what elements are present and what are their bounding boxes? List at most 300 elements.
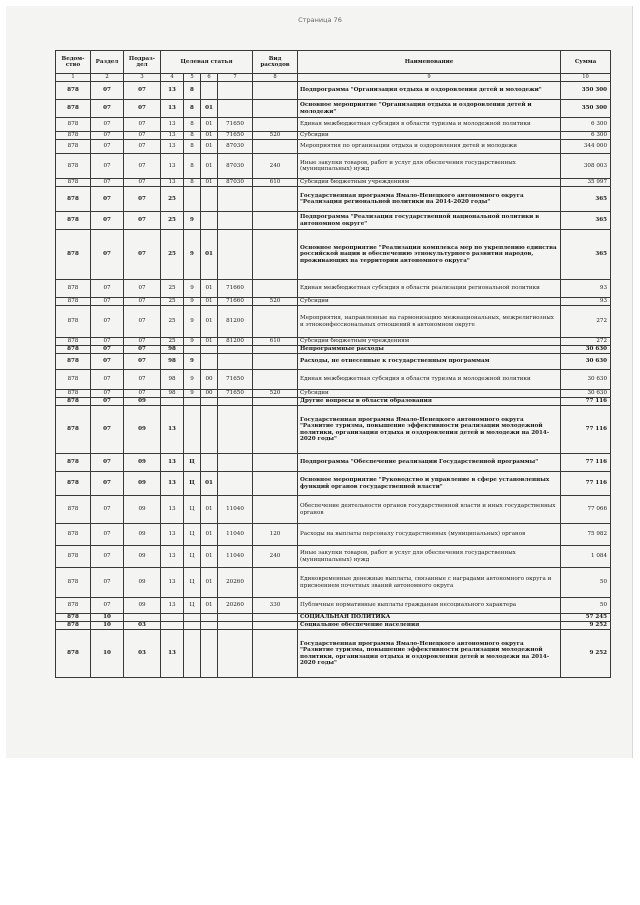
cell-program xyxy=(161,622,184,630)
cell-direction xyxy=(218,630,253,678)
cell-amount: 50 xyxy=(561,568,611,598)
cell-expense-type xyxy=(253,280,298,298)
cell-event: 01 xyxy=(201,140,218,154)
column-number: 1 xyxy=(56,74,91,82)
cell-name: Мероприятия, направленные на гармонизацию межнациональных, межрелигиозных и этноконфессиональных отношений в автономном округе xyxy=(298,306,561,338)
cell-amount: 30 630 xyxy=(561,346,611,354)
cell-vedomstvo: 878 xyxy=(56,187,91,212)
cell-name: Основное мероприятие "Реализация комплекса мер по укреплению единства российской нации и обеспечению этнокультурного развития народов, проживающих на территории автономного округа" xyxy=(298,230,561,280)
cell-expense-type xyxy=(253,622,298,630)
cell-amount: 9 252 xyxy=(561,630,611,678)
cell-direction: 11040 xyxy=(218,524,253,546)
table-row xyxy=(56,406,611,454)
cell-subprogram xyxy=(184,187,201,212)
cell-event: 01 xyxy=(201,568,218,598)
cell-event: 01 xyxy=(201,100,218,118)
cell-event: 01 xyxy=(201,338,218,346)
cell-program: 13 xyxy=(161,496,184,524)
cell-event: 01 xyxy=(201,524,218,546)
cell-vedomstvo: 878 xyxy=(56,230,91,280)
column-number: 2 xyxy=(91,74,124,82)
cell-program: 13 xyxy=(161,118,184,132)
cell-vedomstvo: 878 xyxy=(56,622,91,630)
cell-name: Другие вопросы в области образования xyxy=(298,398,561,406)
cell-amount: 344 000 xyxy=(561,140,611,154)
cell-podrazdel: 09 xyxy=(124,568,161,598)
cell-expense-type xyxy=(253,614,298,622)
header-vedomstvo: Ведом-ство xyxy=(56,51,91,74)
table-row xyxy=(56,306,611,338)
cell-direction: 81200 xyxy=(218,338,253,346)
cell-podrazdel: 03 xyxy=(124,630,161,678)
cell-subprogram: 9 xyxy=(184,370,201,390)
cell-event: 01 xyxy=(201,230,218,280)
cell-program: 25 xyxy=(161,230,184,280)
table-row xyxy=(56,338,611,346)
cell-expense-type xyxy=(253,212,298,230)
cell-razdel: 10 xyxy=(91,630,124,678)
cell-amount: 365 xyxy=(561,187,611,212)
cell-direction: 71650 xyxy=(218,118,253,132)
cell-name: Субсидии xyxy=(298,390,561,398)
cell-event: 01 xyxy=(201,546,218,568)
cell-event: 01 xyxy=(201,306,218,338)
cell-podrazdel: 09 xyxy=(124,496,161,524)
cell-event: 01 xyxy=(201,280,218,298)
cell-amount: 93 xyxy=(561,298,611,306)
cell-subprogram: Ц xyxy=(184,524,201,546)
cell-vedomstvo: 878 xyxy=(56,280,91,298)
cell-program: 13 xyxy=(161,100,184,118)
cell-podrazdel xyxy=(124,614,161,622)
cell-podrazdel: 07 xyxy=(124,280,161,298)
cell-subprogram: Ц xyxy=(184,454,201,472)
table-row xyxy=(56,354,611,370)
cell-expense-type xyxy=(253,472,298,496)
header-razdel: Раздел xyxy=(91,51,124,74)
cell-subprogram: 9 xyxy=(184,212,201,230)
cell-direction: 81200 xyxy=(218,306,253,338)
cell-podrazdel: 07 xyxy=(124,346,161,354)
cell-razdel: 07 xyxy=(91,100,124,118)
table-row xyxy=(56,132,611,140)
cell-razdel: 07 xyxy=(91,568,124,598)
cell-program: 13 xyxy=(161,454,184,472)
cell-podrazdel: 07 xyxy=(124,100,161,118)
cell-vedomstvo: 878 xyxy=(56,346,91,354)
cell-program: 13 xyxy=(161,524,184,546)
cell-subprogram: 9 xyxy=(184,280,201,298)
table-row xyxy=(56,496,611,524)
cell-expense-type xyxy=(253,568,298,598)
table-body xyxy=(56,74,611,678)
cell-expense-type xyxy=(253,82,298,100)
column-number: 7 xyxy=(218,74,253,82)
cell-razdel: 07 xyxy=(91,398,124,406)
cell-expense-type xyxy=(253,398,298,406)
cell-amount: 365 xyxy=(561,230,611,280)
cell-razdel: 07 xyxy=(91,82,124,100)
cell-expense-type: 240 xyxy=(253,546,298,568)
table-row xyxy=(56,390,611,398)
table-row xyxy=(56,568,611,598)
cell-podrazdel: 09 xyxy=(124,454,161,472)
table-row xyxy=(56,280,611,298)
cell-event xyxy=(201,187,218,212)
cell-subprogram: 9 xyxy=(184,354,201,370)
cell-expense-type: 520 xyxy=(253,390,298,398)
cell-subprogram xyxy=(184,398,201,406)
cell-razdel: 07 xyxy=(91,280,124,298)
table-row xyxy=(56,100,611,118)
cell-event xyxy=(201,630,218,678)
table-row xyxy=(56,118,611,132)
cell-vedomstvo: 878 xyxy=(56,306,91,338)
cell-event: 01 xyxy=(201,118,218,132)
cell-expense-type: 240 xyxy=(253,154,298,179)
header-row xyxy=(56,51,611,74)
cell-direction xyxy=(218,406,253,454)
cell-vedomstvo: 878 xyxy=(56,472,91,496)
cell-program: 98 xyxy=(161,390,184,398)
cell-vedomstvo: 878 xyxy=(56,546,91,568)
cell-podrazdel: 09 xyxy=(124,598,161,614)
cell-event xyxy=(201,614,218,622)
cell-direction xyxy=(218,100,253,118)
cell-direction: 71660 xyxy=(218,280,253,298)
column-number: 3 xyxy=(124,74,161,82)
cell-name: Единовременные денежные выплаты, связанные с наградами автономного округа и присвоением почетных званий автономного округа xyxy=(298,568,561,598)
header-name: Наименование xyxy=(298,51,561,74)
cell-amount: 272 xyxy=(561,306,611,338)
cell-name: Государственная программа Ямало-Ненецкого автономного округа "Развитие туризма, повышение эффективности реализации молодежной политики, организация отдыха и оздоровления детей и молодежи на 2014-2020 годы" xyxy=(298,406,561,454)
cell-program: 25 xyxy=(161,306,184,338)
cell-program: 98 xyxy=(161,370,184,390)
cell-direction xyxy=(218,622,253,630)
cell-program: 13 xyxy=(161,406,184,454)
cell-event: 01 xyxy=(201,179,218,187)
cell-podrazdel: 09 xyxy=(124,406,161,454)
table-row xyxy=(56,472,611,496)
cell-subprogram xyxy=(184,346,201,354)
cell-subprogram: 9 xyxy=(184,338,201,346)
cell-name: Иные закупки товаров, работ и услуг для обеспечения государственных (муниципальных) нужд xyxy=(298,546,561,568)
cell-subprogram: 8 xyxy=(184,179,201,187)
cell-amount: 50 xyxy=(561,598,611,614)
cell-amount: 365 xyxy=(561,212,611,230)
cell-subprogram: Ц xyxy=(184,546,201,568)
cell-event: 01 xyxy=(201,154,218,179)
cell-vedomstvo: 878 xyxy=(56,524,91,546)
cell-razdel: 07 xyxy=(91,472,124,496)
cell-amount: 93 xyxy=(561,280,611,298)
cell-name: Субсидии xyxy=(298,132,561,140)
cell-direction: 71650 xyxy=(218,390,253,398)
cell-name: Единая межбюджетная субсидия в области реализации региональной политики xyxy=(298,280,561,298)
cell-event xyxy=(201,212,218,230)
cell-name: Публичные нормативные выплаты гражданам несоциального характера xyxy=(298,598,561,614)
cell-vedomstvo: 878 xyxy=(56,338,91,346)
table-row xyxy=(56,598,611,614)
cell-name: Расходы, не отнесенные к государственным программам xyxy=(298,354,561,370)
cell-podrazdel: 07 xyxy=(124,140,161,154)
page-number-label: Страница 76 xyxy=(298,16,342,24)
cell-subprogram: 9 xyxy=(184,298,201,306)
cell-podrazdel: 07 xyxy=(124,118,161,132)
cell-razdel: 07 xyxy=(91,298,124,306)
cell-program: 13 xyxy=(161,630,184,678)
cell-direction: 71650 xyxy=(218,370,253,390)
cell-program: 13 xyxy=(161,568,184,598)
cell-podrazdel: 07 xyxy=(124,154,161,179)
cell-podrazdel: 07 xyxy=(124,370,161,390)
cell-direction: 11040 xyxy=(218,496,253,524)
table-row xyxy=(56,230,611,280)
cell-program: 13 xyxy=(161,132,184,140)
cell-event: 01 xyxy=(201,472,218,496)
cell-name: Подпрограмма "Обеспечение реализации Государственной программы" xyxy=(298,454,561,472)
cell-podrazdel: 07 xyxy=(124,179,161,187)
cell-program: 25 xyxy=(161,298,184,306)
cell-subprogram: Ц xyxy=(184,598,201,614)
cell-program: 13 xyxy=(161,472,184,496)
cell-razdel: 07 xyxy=(91,346,124,354)
cell-subprogram: 8 xyxy=(184,154,201,179)
cell-direction: 87030 xyxy=(218,154,253,179)
cell-amount: 30 630 xyxy=(561,370,611,390)
cell-amount: 35 997 xyxy=(561,179,611,187)
cell-expense-type xyxy=(253,454,298,472)
cell-name: Расходы на выплаты персоналу государственных (муниципальных) органов xyxy=(298,524,561,546)
table-row xyxy=(56,140,611,154)
cell-subprogram: Ц xyxy=(184,496,201,524)
cell-program: 13 xyxy=(161,82,184,100)
cell-razdel: 07 xyxy=(91,370,124,390)
table-row xyxy=(56,630,611,678)
cell-razdel: 07 xyxy=(91,390,124,398)
cell-program: 13 xyxy=(161,154,184,179)
cell-program: 25 xyxy=(161,338,184,346)
cell-event: 01 xyxy=(201,496,218,524)
cell-expense-type xyxy=(253,100,298,118)
cell-amount: 272 xyxy=(561,338,611,346)
cell-razdel: 10 xyxy=(91,614,124,622)
cell-direction xyxy=(218,354,253,370)
cell-amount: 75 982 xyxy=(561,524,611,546)
cell-name: Государственная программа Ямало-Ненецкого автономного округа "Развитие туризма, повышение эффективности реализации молодежной политики, организация отдыха и оздоровления детей и молодежи на 2014-2020 годы" xyxy=(298,630,561,678)
cell-program: 25 xyxy=(161,212,184,230)
cell-direction: 71650 xyxy=(218,132,253,140)
table-row xyxy=(56,179,611,187)
cell-subprogram xyxy=(184,622,201,630)
header-target-article: Целевая статья xyxy=(161,51,253,74)
cell-program: 13 xyxy=(161,179,184,187)
table-row xyxy=(56,154,611,179)
table-row xyxy=(56,212,611,230)
cell-name: Субсидии бюджетным учреждениям xyxy=(298,338,561,346)
column-number: 5 xyxy=(184,74,201,82)
cell-expense-type xyxy=(253,306,298,338)
table-row xyxy=(56,370,611,390)
cell-name: Социальное обеспечение населения xyxy=(298,622,561,630)
cell-program: 98 xyxy=(161,354,184,370)
table-row xyxy=(56,398,611,406)
cell-podrazdel: 09 xyxy=(124,546,161,568)
cell-razdel: 10 xyxy=(91,622,124,630)
cell-direction xyxy=(218,614,253,622)
cell-expense-type xyxy=(253,230,298,280)
cell-amount: 30 630 xyxy=(561,390,611,398)
cell-razdel: 07 xyxy=(91,354,124,370)
cell-direction: 87030 xyxy=(218,140,253,154)
cell-direction: 71660 xyxy=(218,298,253,306)
cell-subprogram: Ц xyxy=(184,568,201,598)
cell-event xyxy=(201,82,218,100)
cell-podrazdel: 09 xyxy=(124,472,161,496)
cell-subprogram: Ц xyxy=(184,472,201,496)
cell-vedomstvo: 878 xyxy=(56,454,91,472)
cell-expense-type: 610 xyxy=(253,179,298,187)
table-row xyxy=(56,298,611,306)
cell-razdel: 07 xyxy=(91,338,124,346)
cell-event xyxy=(201,398,218,406)
cell-program xyxy=(161,398,184,406)
cell-amount: 6 300 xyxy=(561,118,611,132)
cell-event: 00 xyxy=(201,390,218,398)
cell-name: Основное мероприятие "Руководство и управление в сфере установленных функций органов государственной власти" xyxy=(298,472,561,496)
cell-program: 13 xyxy=(161,546,184,568)
cell-direction xyxy=(218,454,253,472)
cell-razdel: 07 xyxy=(91,187,124,212)
cell-program: 98 xyxy=(161,346,184,354)
cell-podrazdel: 03 xyxy=(124,622,161,630)
cell-subprogram xyxy=(184,630,201,678)
cell-podrazdel: 07 xyxy=(124,187,161,212)
cell-subprogram: 9 xyxy=(184,390,201,398)
budget-table xyxy=(55,50,611,678)
column-number: 8 xyxy=(253,74,298,82)
cell-expense-type: 520 xyxy=(253,132,298,140)
header-amount: Сумма xyxy=(561,51,611,74)
cell-name: Подпрограмма "Организация отдыха и оздоровления детей и молодежи" xyxy=(298,82,561,100)
cell-name: СОЦИАЛЬНАЯ ПОЛИТИКА xyxy=(298,614,561,622)
cell-vedomstvo: 878 xyxy=(56,390,91,398)
column-number: 10 xyxy=(561,74,611,82)
cell-name: Единая межбюджетная субсидия в области туризма и молодежной политики xyxy=(298,118,561,132)
cell-amount: 6 300 xyxy=(561,132,611,140)
cell-vedomstvo: 878 xyxy=(56,100,91,118)
cell-program: 13 xyxy=(161,140,184,154)
cell-event xyxy=(201,454,218,472)
cell-podrazdel: 07 xyxy=(124,82,161,100)
cell-name: Основное мероприятие "Организация отдыха и оздоровления детей и молодежи" xyxy=(298,100,561,118)
cell-amount: 77 116 xyxy=(561,454,611,472)
cell-event xyxy=(201,346,218,354)
cell-name: Субсидии бюджетным учреждениям xyxy=(298,179,561,187)
cell-direction xyxy=(218,398,253,406)
cell-razdel: 07 xyxy=(91,118,124,132)
cell-podrazdel: 07 xyxy=(124,212,161,230)
cell-direction xyxy=(218,472,253,496)
cell-name: Обеспечение деятельности органов государственной власти и иных государственных органов xyxy=(298,496,561,524)
cell-razdel: 07 xyxy=(91,524,124,546)
cell-amount: 77 116 xyxy=(561,406,611,454)
table-row xyxy=(56,614,611,622)
cell-event xyxy=(201,622,218,630)
cell-expense-type: 520 xyxy=(253,298,298,306)
cell-event xyxy=(201,406,218,454)
cell-direction: 20260 xyxy=(218,568,253,598)
cell-direction: 20260 xyxy=(218,598,253,614)
cell-amount: 77 066 xyxy=(561,496,611,524)
cell-event: 00 xyxy=(201,370,218,390)
cell-direction xyxy=(218,82,253,100)
header-expense-type: Вид расходов xyxy=(253,51,298,74)
table-row xyxy=(56,524,611,546)
cell-name: Единая межбюджетная субсидия в области туризма и молодежной политики xyxy=(298,370,561,390)
cell-event xyxy=(201,354,218,370)
cell-program xyxy=(161,614,184,622)
cell-direction xyxy=(218,187,253,212)
cell-amount: 9 252 xyxy=(561,622,611,630)
cell-expense-type: 610 xyxy=(253,338,298,346)
cell-name: Подпрограмма "Реализация государственной национальной политики в автономном округе" xyxy=(298,212,561,230)
cell-vedomstvo: 878 xyxy=(56,118,91,132)
cell-amount: 1 084 xyxy=(561,546,611,568)
cell-direction xyxy=(218,346,253,354)
cell-expense-type xyxy=(253,140,298,154)
cell-amount: 77 116 xyxy=(561,472,611,496)
cell-vedomstvo: 878 xyxy=(56,354,91,370)
cell-razdel: 07 xyxy=(91,179,124,187)
cell-event: 01 xyxy=(201,132,218,140)
cell-vedomstvo: 878 xyxy=(56,406,91,454)
cell-name: Непрограммные расходы xyxy=(298,346,561,354)
cell-expense-type: 330 xyxy=(253,598,298,614)
cell-subprogram: 8 xyxy=(184,140,201,154)
cell-subprogram: 8 xyxy=(184,118,201,132)
cell-razdel: 07 xyxy=(91,154,124,179)
table-row xyxy=(56,454,611,472)
cell-subprogram: 9 xyxy=(184,230,201,280)
cell-amount: 57 245 xyxy=(561,614,611,622)
cell-event: 01 xyxy=(201,598,218,614)
table-row xyxy=(56,546,611,568)
cell-name: Иные закупки товаров, работ и услуг для обеспечения государственных (муниципальных) нужд xyxy=(298,154,561,179)
cell-subprogram xyxy=(184,614,201,622)
cell-amount: 350 300 xyxy=(561,100,611,118)
cell-vedomstvo: 878 xyxy=(56,370,91,390)
cell-subprogram: 8 xyxy=(184,82,201,100)
cell-razdel: 07 xyxy=(91,230,124,280)
cell-razdel: 07 xyxy=(91,496,124,524)
cell-amount: 77 116 xyxy=(561,398,611,406)
cell-vedomstvo: 878 xyxy=(56,614,91,622)
cell-razdel: 07 xyxy=(91,454,124,472)
column-number: 9 xyxy=(298,74,561,82)
cell-podrazdel: 07 xyxy=(124,298,161,306)
cell-event: 01 xyxy=(201,298,218,306)
cell-vedomstvo: 878 xyxy=(56,212,91,230)
cell-subprogram: 8 xyxy=(184,100,201,118)
cell-direction xyxy=(218,212,253,230)
cell-razdel: 07 xyxy=(91,306,124,338)
cell-vedomstvo: 878 xyxy=(56,398,91,406)
column-number: 6 xyxy=(201,74,218,82)
cell-podrazdel: 07 xyxy=(124,132,161,140)
header-podrazdel: Подраз-дел xyxy=(124,51,161,74)
cell-expense-type xyxy=(253,354,298,370)
